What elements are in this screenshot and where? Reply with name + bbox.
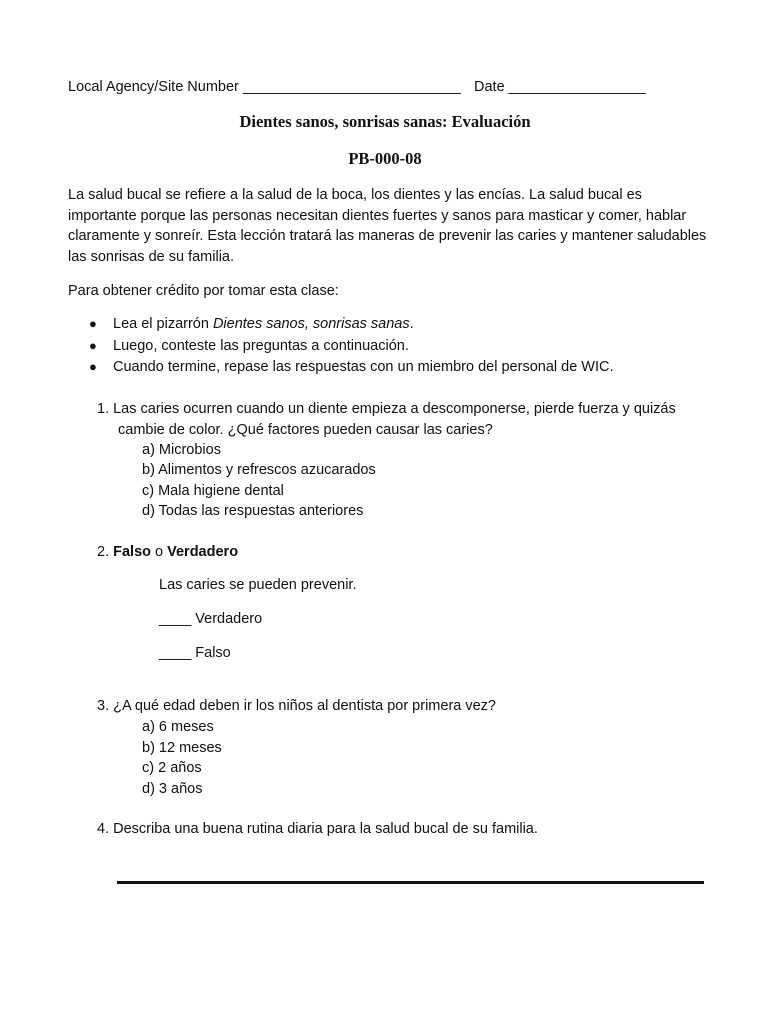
bullet-text: Lea el pizarrón Dientes sanos, sonrisas sanas. xyxy=(113,316,414,332)
answer-option: a) Microbios xyxy=(142,442,221,458)
document-code: PB-000-08 xyxy=(348,149,422,168)
answer-option: a) 6 meses xyxy=(142,719,214,735)
list-item xyxy=(0,314,770,335)
credit-intro: Para obtener crédito por tomar esta clase: xyxy=(68,283,339,299)
poster-title: Dientes sanos, sonrisas sanas xyxy=(212,316,410,332)
date-field: Date _________________ xyxy=(474,79,646,95)
bullet-icon: ● xyxy=(89,338,97,353)
question-3-text: 3. ¿A qué edad deben ir los niños al dentista por primera vez? xyxy=(97,698,496,714)
answer-line[interactable] xyxy=(117,881,704,884)
answer-option: b) Alimentos y refrescos azucarados xyxy=(142,462,376,478)
question-1-text: 1. Las caries ocurren cuando un diente empieza a descomponerse, pierde fuerza y quizás xyxy=(97,401,676,417)
agency-site-number-field: Local Agency/Site Number ___________________________ xyxy=(68,79,461,95)
bullet-icon: ● xyxy=(89,316,97,331)
question-2-statement: Las caries se pueden prevenir. xyxy=(159,577,357,593)
answer-option: d) 3 años xyxy=(142,781,203,797)
true-label: Verdadero xyxy=(167,544,239,560)
answer-option: d) Todas las respuestas anteriores xyxy=(142,503,364,519)
bullet-icon: ● xyxy=(89,359,97,374)
false-label: Falso xyxy=(113,544,151,560)
answer-option: b) 12 meses xyxy=(142,740,222,756)
list-item xyxy=(0,336,770,357)
document-title: Dientes sanos, sonrisas sanas: Evaluación xyxy=(239,112,531,131)
answer-option: c) 2 años xyxy=(142,760,202,776)
question-4-text: 4. Describa una buena rutina diaria para la salud bucal de su familia. xyxy=(97,821,538,837)
answer-blank-false[interactable]: ____ Falso xyxy=(159,645,231,661)
question-1-text-cont: cambie de color. ¿Qué factores pueden causar las caries? xyxy=(118,422,493,438)
bullet-text: Cuando termine, repase las respuestas con un miembro del personal de WIC. xyxy=(113,359,614,375)
answer-blank-true[interactable]: ____ Verdadero xyxy=(159,611,263,627)
bullet-text: Luego, conteste las preguntas a continuación. xyxy=(113,338,409,354)
question-2-heading: 2. Falso o Verdadero xyxy=(97,544,239,560)
list-item xyxy=(0,357,770,378)
intro-paragraph: La salud bucal se refiere a la salud de la boca, los dientes y las encías. La salud bucal es importante porque las personas necesitan dientes fuertes y sanos para masticar y comer, hablar claramente y sonreír. Esta lección tratará las maneras de prevenir las caries y mantener saludables las sonrisas de su familia. xyxy=(68,187,707,265)
answer-option: c) Mala higiene dental xyxy=(142,483,284,499)
